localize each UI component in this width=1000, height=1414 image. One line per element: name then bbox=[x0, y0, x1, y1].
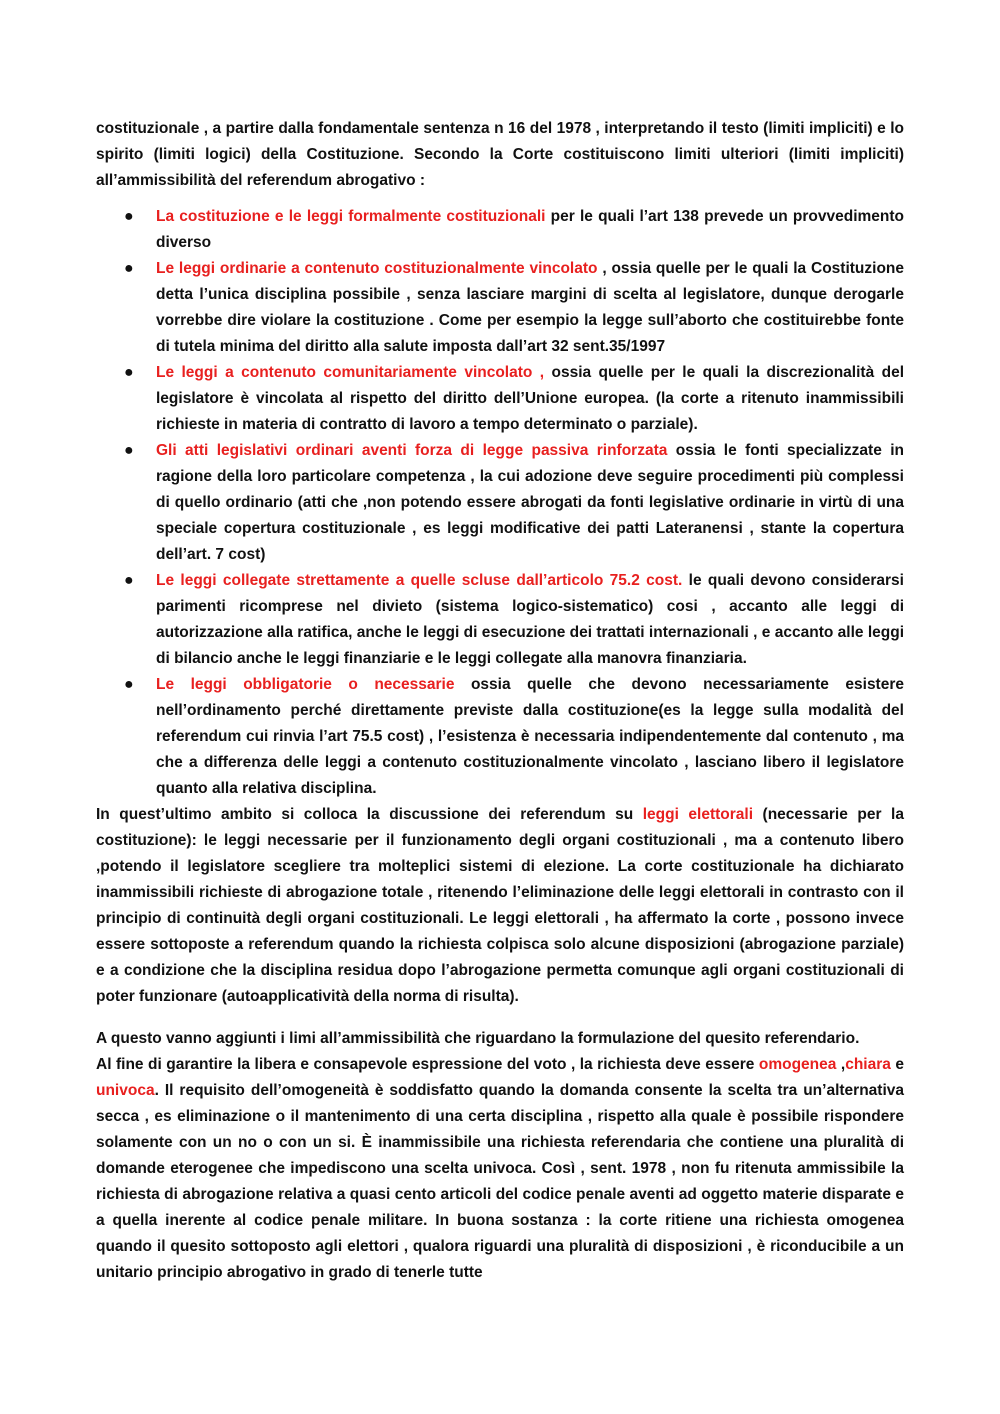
intro-paragraph: costituzionale , a partire dalla fondamentale sentenza n 16 del 1978 , interpretando il testo (limiti impliciti) e lo spirito (limiti logici) della Costituzione. Secondo la Corte costituiscono limiti ulteriori (limiti impliciti) all’ammissibilità del referendum abrogativo : bbox=[96, 120, 904, 189]
list-item-text: , ossia quelle per le quali la Costituzione detta l’unica disciplina possibile , senza lasciare margini di scelta al legislatore, dunque derogarle vorrebbe dire violare la costituzione . Come per esempio la legge sull’aborto che costituirebbe fonte di tutela minima del diritto alla salute imposta dall’art 32 sent.35/1997 bbox=[156, 260, 904, 355]
list-item-text: ossia quelle per le quali la discrezionalità del legislatore è vincolata al rispetto del diritto dell’Unione europea. (la corte a ritenuto inammissibili richieste in materia di contratto di lavoro a tempo determinato o parziale). bbox=[156, 364, 904, 433]
highlight-omogenea: omogenea bbox=[758, 1056, 837, 1073]
list-item bbox=[96, 256, 904, 360]
list-item-text: ossia le fonti specializzate in ragione della loro particolare competenza , la cui adozione deve seguire procedimenti più complessi di quello ordinario (atti che ,non potendo essere abrogati da fonti legislative ordinarie in virtù di una speciale copertura costituzionale , es leggi modificative dei patti Lateranensi , stante la copertura dell’art. 7 cost) bbox=[156, 442, 904, 563]
list-item-highlight: Le leggi ordinarie a contenuto costituzionalmente vincolato bbox=[156, 260, 598, 277]
list-item-highlight: Le leggi a contenuto comunitariamente vincolato , bbox=[156, 364, 545, 381]
electoral-laws-paragraph bbox=[96, 802, 904, 1010]
highlight-univoca: univoca bbox=[96, 1082, 155, 1099]
list-item bbox=[96, 568, 904, 672]
limits-list bbox=[96, 204, 904, 802]
paragraph-text: (necessarie per la costituzione): le leggi necessarie per il funzionamento degli organi costituzionali , ma a contenuto libero ,potendo il legislatore scegliere tra molteplici sistemi di elezione. La corte costituzionale ha dichiarato inammissibili richieste di abrogazione totale , ritenendo l’eliminazione delle leggi elettorali in contrasto con il principio di continuità degli organi costituzionali. Le leggi elettorali , ha affermato la corte , possono invece essere sottoposte a referendum quando la richiesta colpisca solo alcune disposizioni (abrogazione parziale) e a condizione che la disciplina residua dopo l’abrogazione permetta comunque agli organi costituzionali di poter funzionare (autoapplicatività della norma di risulta). bbox=[96, 806, 904, 1005]
paragraph-text: In quest’ultimo ambito si colloca la discussione dei referendum su bbox=[96, 806, 643, 823]
list-item-highlight: La costituzione e le leggi formalmente costituzionali bbox=[156, 208, 546, 225]
highlight-chiara: chiara bbox=[845, 1056, 891, 1073]
list-item-text: le quali devono considerarsi parimenti ricomprese nel divieto (sistema logico-sistematico) cosi , accanto alle leggi di autorizzazione alla ratifica, anche le leggi di esecuzione dei trattati internazionali , e accanto alle leggi di bilancio anche le leggi finanziarie e le leggi collegate alla manovra finanziaria. bbox=[156, 572, 904, 667]
separator-text: , bbox=[836, 1056, 846, 1073]
list-item-highlight: Le leggi collegate strettamente a quelle scluse dall’articolo 75.2 cost. bbox=[156, 572, 683, 589]
homogeneity-paragraph bbox=[96, 1052, 904, 1286]
list-item-text: ossia quelle che devono necessariamente esistere nell’ordinamento perché direttamente previste dalla costituzione(es la legge sulla modalità del referendum cui rinvia l’art 75.5 cost) , l’esistenza è necessaria indipendentemente dal contenuto , ma che a differenza delle leggi a contenuto costituzionalmente vincolato , lasciano libero il legislatore quanto alla relativa disciplina. bbox=[156, 676, 904, 797]
list-item bbox=[96, 672, 904, 802]
list-item-highlight: Gli atti legislativi ordinari aventi forza di legge passiva rinforzata bbox=[156, 442, 668, 459]
bullet-icon: ● bbox=[124, 676, 134, 693]
admissibility-paragraph: A questo vanno aggiunti i limi all’ammissibilità che riguardano la formulazione del quesito referendario. bbox=[96, 1030, 860, 1047]
list-item-text: per le quali l’art 138 prevede un provvedimento diverso bbox=[156, 208, 904, 251]
highlight-electoral-laws: leggi elettorali bbox=[642, 806, 754, 823]
bullet-icon: ● bbox=[124, 260, 134, 277]
list-item bbox=[96, 360, 904, 438]
list-item bbox=[96, 204, 904, 256]
paragraph-text: Al fine di garantire la libera e consapevole espressione del voto , la richiesta deve essere bbox=[96, 1056, 759, 1073]
bullet-icon: ● bbox=[124, 442, 134, 459]
bullet-icon: ● bbox=[124, 208, 134, 225]
list-item bbox=[96, 438, 904, 568]
bullet-icon: ● bbox=[124, 364, 134, 381]
document-page bbox=[96, 116, 904, 1286]
separator-text: e bbox=[890, 1056, 904, 1073]
paragraph-text: . Il requisito dell’omogeneità è soddisfatto quando la domanda consente la scelta tra un’alternativa secca , es eliminazione o il mantenimento di una certa disciplina , rispetto alla quale è possibile rispondere solamente con un no o con un si. È inammissibile una richiesta referendaria che contiene una pluralità di domande eterogenee che impediscono una scelta univoca. Così , sent. 1978 , non fu ritenuta ammissibile la richiesta di abrogazione relativa a quasi cento articoli del codice penale aventi ad oggetto materie disparate e a quella inerente al codice penale militare. In buona sostanza : la corte ritiene una richiesta omogenea quando il quesito sottoposto agli elettori , qualora riguardi una pluralità di disposizioni , è riconducibile a un unitario principio abrogativo in grado di tenerle tutte bbox=[96, 1082, 904, 1281]
list-item-highlight: Le leggi obbligatorie o necessarie bbox=[156, 676, 455, 693]
bullet-icon: ● bbox=[124, 572, 134, 589]
